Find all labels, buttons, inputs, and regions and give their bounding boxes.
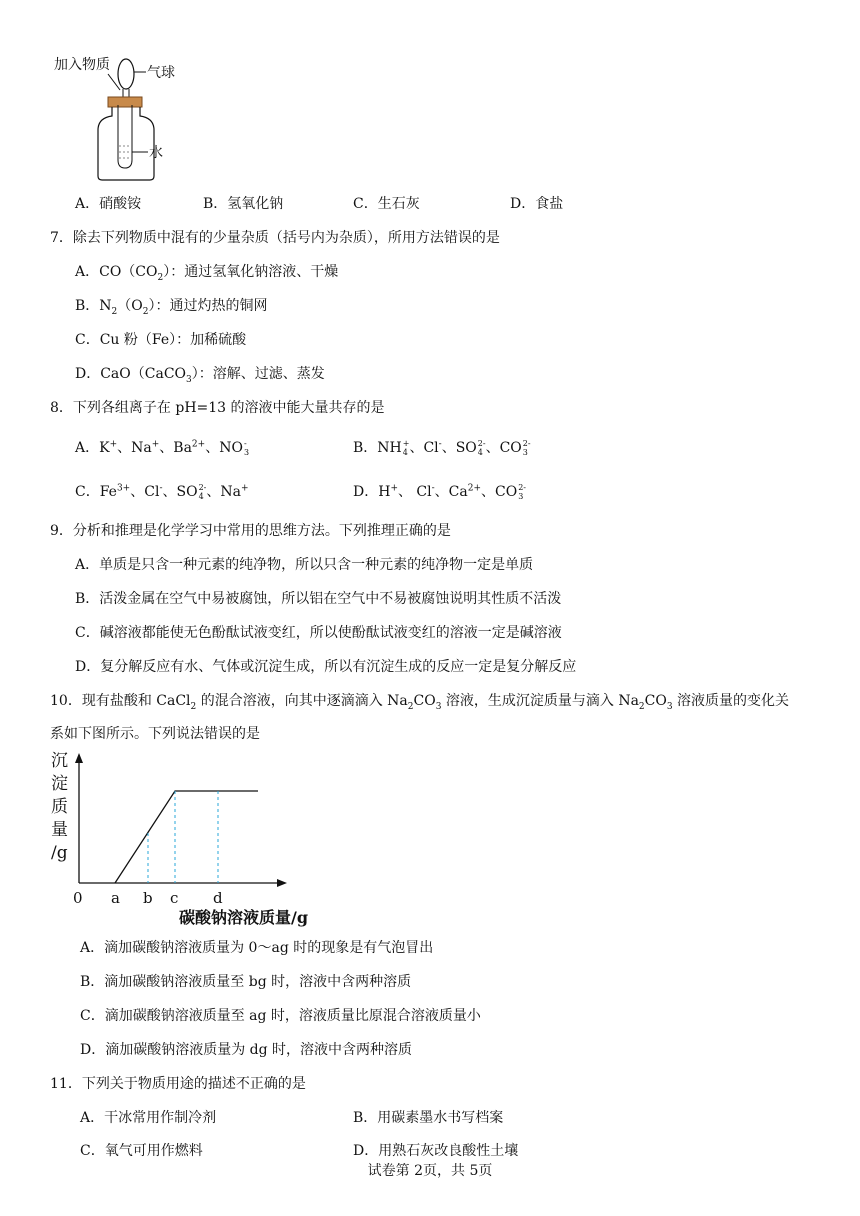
q8-option-b: B．NH + 4 、Cl-、SO 2- 4 、CO 2- 3 [353, 439, 531, 457]
apparatus-label-balloon: 气球 [147, 65, 175, 81]
q8-option-c: C．$Fe^{3+}$、Cl-、SO 2- 4 、Na+ [75, 483, 249, 501]
stopper-shape [108, 97, 142, 107]
graph-curve [115, 791, 258, 883]
graph-ylabel-char-4: 量 [51, 820, 68, 840]
q6-option-d: D．食盐 [510, 196, 564, 212]
q11-option-a: A．干冰常用作制冷剂 [80, 1110, 217, 1126]
balloon-shape [118, 59, 134, 89]
q10-stem-line1: 10．现有盐酸和 CaCl$_2$ 的混合溶液，向其中逐滴滴入 $Na_2CO_3$ 溶液，生成沉淀质量与滴入 $Na_2CO_3$ 溶液质量的变化关 [50, 693, 790, 712]
q7-option-d: D．CaO（CaCO$_3$）：溶解、过滤、蒸发 [75, 366, 325, 385]
q10-graph [45, 745, 345, 930]
q10-option-c: C．滴加碳酸钠溶液质量至 ag 时，溶液质量比原混合溶液质量小 [80, 1008, 481, 1024]
q10-stem-line2: 系如下图所示。下列说法错误的是 [50, 726, 260, 742]
q10-option-b: B．滴加碳酸钠溶液质量至 bg 时，溶液中含两种溶质 [80, 974, 412, 990]
q6-option-b: B．氢氧化钠 [203, 196, 284, 212]
q8-stem: 8．下列各组离子在 pH=13 的溶液中能大量共存的是 [50, 400, 385, 416]
page-footer: 试卷第 2页，共 5页 [367, 1163, 493, 1179]
q7-option-a: A．$CO(CO_2)$：通过氢氧化钠溶液、干燥 [75, 264, 339, 283]
q10-option-a: A．滴加碳酸钠溶液质量为 0～ag 时的现象是有气泡冒出 [80, 940, 434, 956]
graph-tick-b: b [143, 889, 153, 907]
graph-y-arrow [75, 753, 83, 763]
apparatus-figure [50, 50, 190, 185]
q11-option-c: C．氧气可用作燃料 [80, 1143, 203, 1159]
graph-tick-c: c [170, 889, 179, 907]
apparatus-label-water: 水 [149, 145, 163, 161]
q6-option-a: A．硝酸铵 [75, 196, 142, 212]
q11-option-b: B．用碳素墨水书写档案 [353, 1110, 504, 1126]
q7-option-c: C．Cu 粉（Fe）：加稀硫酸 [75, 332, 247, 348]
q6-option-c: C．生石灰 [353, 196, 420, 212]
graph-ylabel-char-5: /g [51, 843, 68, 863]
test-tube-shape [118, 105, 132, 168]
graph-ylabel-char-3: 质 [51, 797, 68, 817]
q9-option-d: D．复分解反应有水、气体或沉淀生成，所以有沉淀生成的反应一定是复分解反应 [75, 659, 577, 675]
q9-option-b: B．活泼金属在空气中易被腐蚀，所以铝在空气中不易被腐蚀说明其性质不活泼 [75, 591, 562, 607]
q8-option-d: D．H+、 Cl-、$Ca^{2+}$、CO 2- 3 [353, 483, 527, 501]
graph-x-arrow [277, 879, 287, 887]
graph-ylabel-char-1: 沉 [51, 751, 68, 771]
q10-option-d: D．滴加碳酸钠溶液质量为 dg 时，溶液中含两种溶质 [80, 1042, 413, 1058]
bottle-shape [98, 107, 154, 180]
q7-stem: 7．除去下列物质中混有的少量杂质（括号内为杂质），所用方法错误的是 [50, 230, 500, 246]
q9-option-a: A．单质是只含一种元素的纯净物，所以只含一种元素的纯净物一定是单质 [75, 557, 534, 573]
apparatus-label-add: 加入物质 [54, 57, 110, 73]
q11-stem: 11．下列关于物质用途的描述不正确的是 [50, 1076, 306, 1092]
q9-stem: 9．分析和推理是化学学习中常用的思维方法。下列推理正确的是 [50, 523, 451, 539]
graph-tick-d: d [213, 889, 223, 907]
q11-option-d: D．用熟石灰改良酸性土壤 [353, 1143, 519, 1159]
q7-option-b: B．$N_2(O_2)$：通过灼热的铜网 [75, 298, 268, 317]
graph-tick-0: 0 [73, 889, 83, 907]
graph-tick-a: a [111, 889, 120, 907]
q9-option-c: C．碱溶液都能使无色酚酞试液变红，所以使酚酞试液变红的溶液一定是碱溶液 [75, 625, 562, 641]
q8-option-a: A．K+、Na+、$Ba^{2+}$、NO - 3 [75, 439, 250, 457]
graph-ylabel-char-2: 淀 [51, 774, 68, 794]
graph-ylabel [51, 751, 68, 863]
graph-xlabel: 碳酸钠溶液质量/g [179, 908, 309, 927]
